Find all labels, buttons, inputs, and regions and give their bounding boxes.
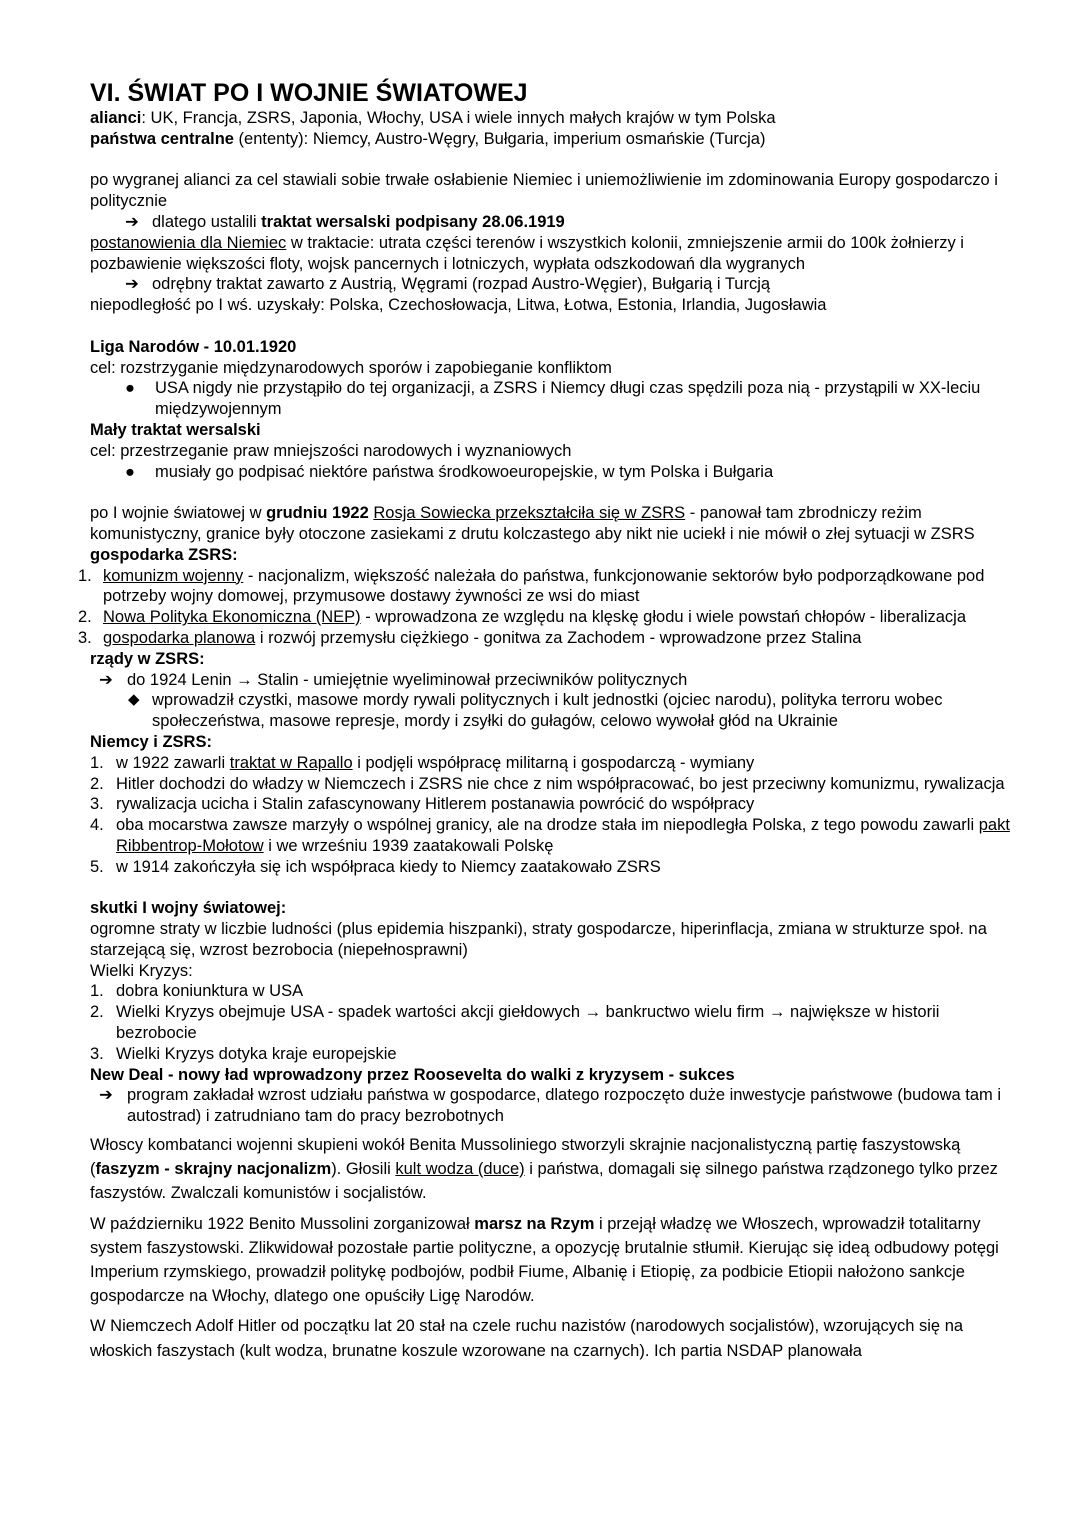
arrow-icon: ➔ (99, 1086, 113, 1105)
arrow-item-lenin-stalin (90, 670, 1010, 691)
list-number: 3. (78, 628, 92, 647)
italy-text-a: Włoscy kombatanci wojenni skupieni wokół Benita Mussoliniego stworzyli skrajnie nacjonalistyczną partię faszystowską ( (90, 1136, 961, 1179)
ussr-intro-date: grudniu 1922 (266, 504, 369, 523)
list-underline: pakt Ribbentrop-Mołotow (116, 816, 1010, 855)
ussr-intro (90, 503, 1010, 545)
list-item (90, 857, 1010, 878)
list-underline: gospodarka planowa (103, 628, 256, 647)
crisis-list (90, 981, 1010, 1064)
league-bullet (90, 378, 1010, 420)
paragraph-march-on-rome (90, 1212, 1010, 1309)
paragraph-provisions (90, 233, 1010, 275)
list-item (90, 1044, 1010, 1065)
rome-bold: marsz na Rzym (474, 1214, 595, 1233)
list-underline: Nowa Polityka Ekonomiczna (NEP) (103, 608, 361, 627)
ussr-intro-underline: Rosja Sowiecka przekształciła się w ZSRS (373, 504, 686, 523)
arrow-item-versailles (90, 212, 1010, 233)
page-title: VI. ŚWIAT PO I WOJNIE ŚWIATOWEJ (90, 79, 528, 107)
list-text: w 1922 zawarli (116, 753, 230, 772)
list-text: Hitler dochodzi do władzy w Niemczech i ZSRS nie chce z nim współpracować, bo jest przeciwny komunizmu, rywalizacja (116, 774, 1005, 793)
provisions-text: w traktacie: utrata części terenów i wszystkich kolonii, zmniejszenie armii do 100k żołnierzy i pozbawienie większości floty, wojsk pancernych i lotniczych, wypłata odszkodowań dla wygranych (90, 233, 964, 273)
central-text: (ententy): Niemcy, Austro-Węgry, Bułgaria, imperium osmańskie (Turcja) (233, 129, 766, 148)
versailles-treaty: traktat wersalski podpisany 28.06.1919 (261, 212, 565, 231)
bullet-text: musiały go podpisać niektóre państwa środkowoeuropejskie, w tym Polska i Bułgaria (155, 462, 774, 481)
ussr-rule-heading (90, 649, 1010, 670)
new-deal-heading (90, 1065, 1010, 1086)
list-item (90, 1002, 1010, 1044)
list-item (90, 774, 1010, 795)
germany-ussr-heading (90, 732, 1010, 753)
league-goal: cel: rozstrzyganie międzynarodowych sporów i zapobieganie konfliktom (90, 358, 612, 377)
list-text-tail: i we wrześniu 1939 zaatakowali Polskę (263, 836, 554, 855)
allies-line (90, 108, 1010, 129)
list-underline: komunizm wojenny (103, 566, 244, 585)
list-number: 4. (90, 816, 104, 835)
allies-text: : UK, Francja, ZSRS, Japonia, Włochy, USA i wiele innych małych krajów w tym Polska (141, 109, 776, 127)
document-page (78, 78, 1010, 1363)
list-text: w 1914 zakończyła się ich współpraca kiedy to Niemcy zaatakowało ZSRS (116, 857, 661, 876)
league-heading-text: Liga Narodów - 10.01.1920 (90, 337, 297, 356)
ussr-rule-heading-text: rządy w ZSRS: (90, 649, 205, 668)
italy-underline: kult wodza (duce) (395, 1160, 525, 1179)
paragraph-goals: po wygranej alianci za cel stawiali sobie trwałe osłabienie Niemiec i uniemożliwienie im zdominowania Europy gospodarczo i politycznie (90, 171, 998, 211)
paragraph-hitler: W Niemczech Adolf Hitler od początku lat 20 stał na czele ruchu nazistów (narodowych socjalistów), wzorujących się na włoskich faszystach (kult wodza, brunatne koszule wzorowane na czarnych). Ich partia NSDAP planowała (90, 1317, 964, 1360)
paragraph-independence: niepodległość po I wś. uzyskały: Polska, Czechosłowacja, Litwa, Łotwa, Estonia, Irlandia, Jugosławia (90, 296, 827, 315)
list-number: 2. (90, 1003, 104, 1022)
ussr-intro-a: po I wojnie światowej w (90, 504, 267, 523)
list-text: rywalizacja ucicha i Stalin zafascynowany Hitlerem postanawia powrócić do współpracy (116, 795, 755, 814)
small-treaty-heading (90, 420, 1010, 441)
league-heading (90, 337, 1010, 358)
list-number: 1. (90, 753, 104, 772)
central-line (90, 129, 1010, 150)
rome-text-a: W październiku 1922 Benito Mussolini zorganizował (90, 1214, 475, 1233)
arrow-item-new-deal (90, 1085, 1010, 1127)
list-item (78, 628, 1010, 649)
italy-text-b: ). Głosili (331, 1160, 396, 1179)
list-number: 1. (78, 566, 92, 585)
diamond-text: wprowadził czystki, masowe mordy rywali politycznych i kult jednostki (ojciec narodu), polityka terroru wobec społeczeństwa, masowe represje, mordy i zsyłki do gułagów, celowo wywołał głód na Ukrainie (152, 691, 943, 731)
provisions-underline: postanowienia dla Niemiec (90, 233, 287, 252)
arrow-text: dlatego ustalili (152, 212, 262, 231)
list-text: - wprowadzona ze względu na klęskę głodu i wiele powstań chłopów - liberalizacja (360, 608, 967, 627)
diamond-item-purges (90, 690, 1010, 732)
effects-heading (90, 898, 1010, 919)
central-label: państwa centralne (90, 129, 234, 148)
arrow-icon: ➔ (125, 212, 139, 231)
italy-bold: faszyzm - skrajny nacjonalizm (95, 1160, 332, 1179)
arrow-text: odrębny traktat zawarto z Austrią, Węgrami (rozpad Austro-Węgier), Bułgarią i Turcją (152, 275, 771, 294)
ussr-economy-heading (90, 545, 1010, 566)
list-underline: traktat w Rapallo (229, 753, 353, 772)
effects-heading-text: skutki I wojny światowej: (90, 899, 287, 918)
italy-text-c: i państwa, domagali się silnego państwa rządzonego tylko przez faszystów. Zwalczali komunistów i socjalistów. (90, 1160, 998, 1203)
small-treaty-heading-text: Mały traktat wersalski (90, 420, 261, 439)
arrow-text: do 1924 Lenin → Stalin - umiejętnie wyeliminował przeciwników politycznych (127, 670, 688, 689)
new-deal-heading-text: New Deal - nowy ład wprowadzony przez Roosevelta do walki z kryzysem - sukces (90, 1065, 735, 1084)
list-text-tail: i podjęli współpracę militarną i gospodarczą - wymiany (352, 753, 755, 772)
list-number: 1. (90, 982, 104, 1001)
ussr-economy-heading-text: gospodarka ZSRS: (90, 545, 238, 564)
diamond-icon: ◆ (128, 691, 140, 709)
ussr-economy-list (78, 566, 1010, 649)
list-item (90, 815, 1010, 857)
list-text: Wielki Kryzys dotyka kraje europejskie (116, 1044, 397, 1063)
germany-ussr-list (90, 753, 1010, 878)
list-number: 5. (90, 857, 104, 876)
paragraph-italy-fascism (90, 1133, 1010, 1206)
list-number: 3. (90, 795, 104, 814)
small-treaty-goal: cel: przestrzeganie praw mniejszości narodowych i wyznaniowych (90, 441, 572, 460)
list-item (90, 794, 1010, 815)
list-text: i rozwój przemysłu ciężkiego - gonitwa za Zachodem - wprowadzone przez Stalina (255, 628, 862, 647)
list-number: 3. (90, 1044, 104, 1063)
list-text: dobra koniunktura w USA (116, 982, 304, 1001)
bullet-icon: ● (125, 379, 135, 398)
list-item (78, 607, 1010, 628)
crisis-label: Wielki Kryzys: (90, 961, 193, 980)
arrow-icon: ➔ (125, 275, 139, 294)
list-text: Wielki Kryzys obejmuje USA - spadek wartości akcji giełdowych → bankructwo wielu firm → największe w historii bezrobocie (116, 1003, 940, 1043)
arrow-icon: ➔ (99, 670, 113, 689)
list-item (90, 981, 1010, 1002)
germany-ussr-heading-text: Niemcy i ZSRS: (90, 732, 212, 751)
bullet-text: USA nigdy nie przystąpiło do tej organizacji, a ZSRS i Niemcy długi czas spędzili poza nią - przystąpili w XX-leciu międzywojennym (155, 379, 981, 419)
list-item (78, 566, 1010, 608)
allies-label: alianci (90, 109, 142, 127)
list-text: - nacjonalizm, większość należała do państwa, funkcjonowanie sektorów było podporządkowane pod potrzeby wojny domowej, przymusowe dostawy żywności ze wsi do miast (103, 566, 985, 606)
list-item (90, 753, 1010, 774)
list-number: 2. (90, 774, 104, 793)
small-treaty-bullet (90, 462, 1010, 483)
bullet-icon: ● (125, 462, 135, 481)
effects-text: ogromne straty w liczbie ludności (plus epidemia hiszpanki), straty gospodarcze, hiperinflacja, zmiana w strukturze społ. na starzejącą się, wzrost bezrobocia (niepełnosprawni) (90, 920, 987, 959)
list-number: 2. (78, 608, 92, 627)
rome-text-b: i przejął władzę we Włoszech, wprowadził totalitarny system faszystowski. Zlikwidował pozostałe partie polityczne, a opozycję brutalnie stłumił. Kierując się ideą odbudowy potęgi Imperium rzymskiego, prowadził politykę podbojów, podbił Fiume, Albanię i Etiopię, za podbicie Etiopii nałożono sankcje gospodarcze na Włochy, dlatego one opuściły Ligę Narodów. (90, 1214, 999, 1306)
ussr-intro-d: - panował tam zbrodniczy reżim komunistyczny, granice były otoczone zasiekami z drutu kolczastego aby nikt nie uciekł i nie mówił o złej sytuacji w ZSRS (90, 504, 975, 543)
arrow-text: program zakładał wzrost udziału państwa w gospodarce, dlatego rozpoczęto duże inwestycje państwowe (budowa tam i autostrad) i zatrudniano tam do pracy bezrobotnych (127, 1086, 1002, 1126)
arrow-item-separate-treaty (90, 274, 1010, 295)
list-text: oba mocarstwa zawsze marzyły o wspólnej granicy, ale na drodze stała im niepodległa Polska, z tego powodu zawarli (116, 816, 979, 835)
